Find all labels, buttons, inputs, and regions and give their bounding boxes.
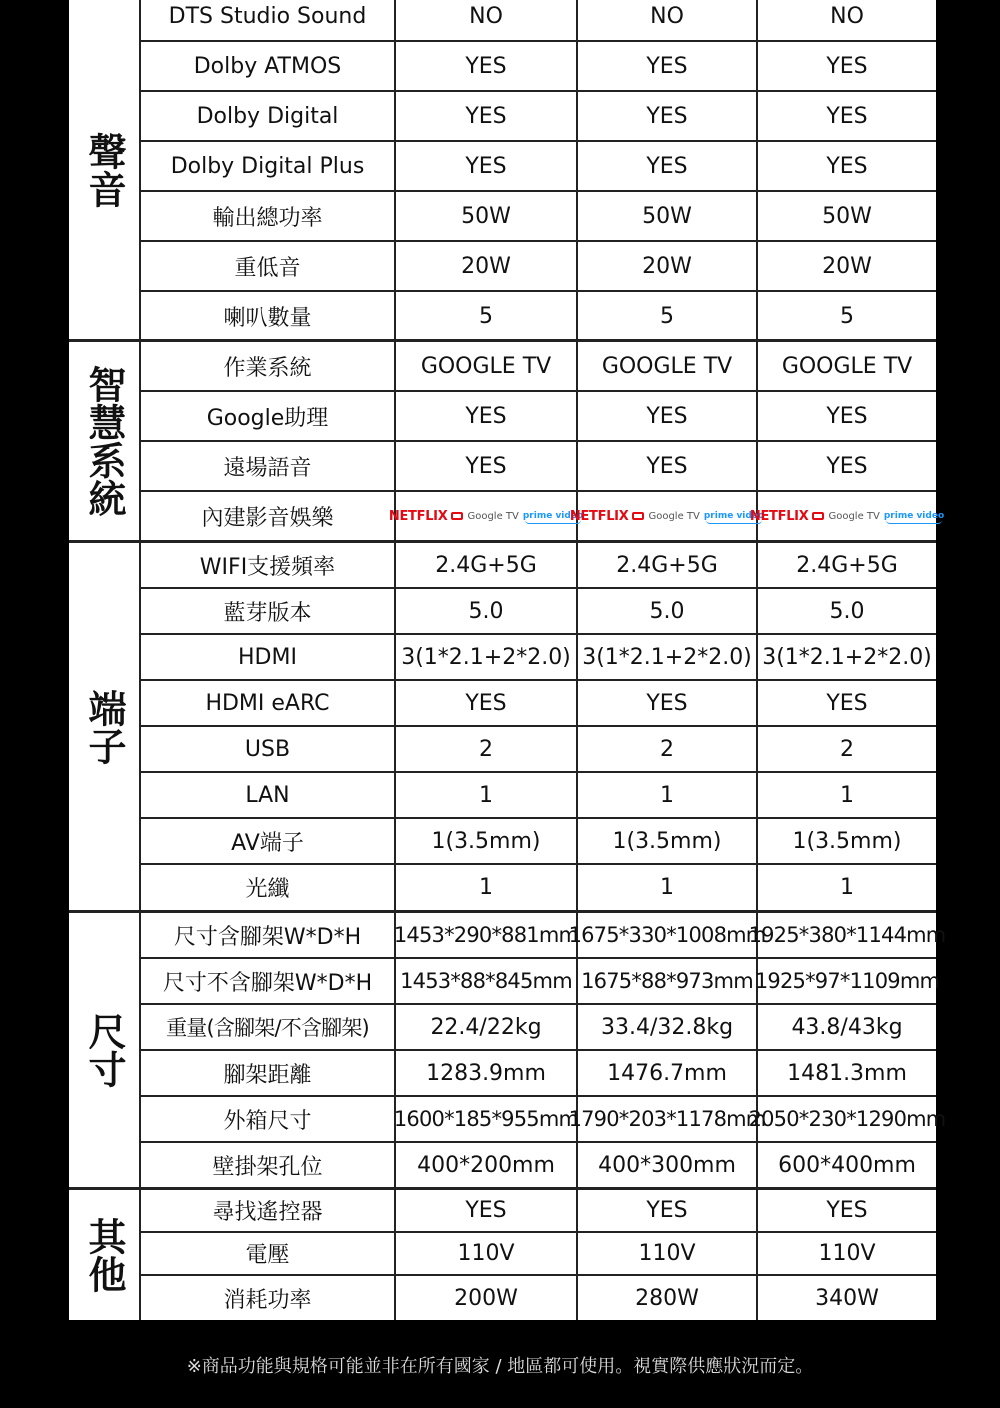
spec-name: 藍芽版本 bbox=[141, 589, 396, 633]
prime-video-logo: prime video bbox=[883, 511, 945, 521]
spec-value: YES bbox=[578, 42, 758, 90]
google-tv-icon bbox=[451, 512, 463, 520]
spec-name: Google助理 bbox=[141, 392, 396, 440]
spec-name: AV端子 bbox=[141, 819, 396, 863]
spec-name: 尋找遙控器 bbox=[141, 1190, 396, 1231]
spec-value: YES bbox=[826, 1198, 868, 1223]
section-other bbox=[69, 1190, 936, 1320]
spec-row bbox=[141, 92, 936, 142]
spec-row bbox=[141, 1005, 936, 1051]
spec-name: 電壓 bbox=[141, 1233, 396, 1274]
spec-name: Dolby ATMOS bbox=[141, 42, 396, 90]
spec-value: GOOGLE TV bbox=[396, 342, 578, 390]
spec-value: 280W bbox=[578, 1276, 758, 1320]
spec-name: 遠場語音 bbox=[141, 442, 396, 490]
spec-value: 1675*330*1008mm bbox=[578, 913, 758, 957]
spec-value: 1 bbox=[578, 865, 758, 910]
spec-value: 2 bbox=[396, 727, 578, 771]
spec-name: USB bbox=[141, 727, 396, 771]
spec-value: 1(3.5mm) bbox=[578, 819, 758, 863]
spec-value: 33.4/32.8kg bbox=[578, 1005, 758, 1049]
spec-value: 1(3.5mm) bbox=[396, 819, 578, 863]
spec-name: 作業系統 bbox=[141, 342, 396, 390]
spec-value: 600*400mm bbox=[778, 1152, 916, 1178]
spec-value: 20W bbox=[822, 253, 872, 279]
spec-row bbox=[141, 292, 936, 340]
spec-value: YES bbox=[578, 92, 758, 140]
spec-row bbox=[141, 1051, 936, 1097]
netflix-logo: NETFLIX bbox=[749, 508, 809, 524]
spec-row bbox=[141, 589, 936, 635]
spec-value: 1 bbox=[840, 875, 854, 900]
spec-value: 1790*203*1178mm bbox=[578, 1097, 758, 1141]
spec-value: 5 bbox=[840, 303, 854, 329]
prime-video-logo: prime video bbox=[703, 511, 765, 521]
spec-row bbox=[141, 543, 936, 589]
spec-value: 3(1*2.1+2*2.0) bbox=[762, 644, 932, 670]
spec-name: 輸出總功率 bbox=[141, 192, 396, 240]
spec-row bbox=[141, 773, 936, 819]
spec-value: NO bbox=[830, 3, 864, 29]
spec-value: YES bbox=[826, 53, 868, 79]
spec-value: 2050*230*1290mm bbox=[748, 1107, 946, 1131]
section-ports bbox=[69, 543, 936, 910]
spec-row bbox=[141, 1097, 946, 1143]
spec-value: YES bbox=[826, 690, 868, 716]
spec-name: DTS Studio Sound bbox=[141, 0, 396, 40]
google-tv-label: Google TV bbox=[828, 510, 880, 522]
spec-row bbox=[141, 1143, 936, 1187]
spec-value: 340W bbox=[815, 1285, 879, 1311]
spec-value: 5.0 bbox=[578, 589, 758, 633]
spec-row bbox=[141, 392, 936, 442]
spec-row bbox=[141, 442, 936, 492]
spec-name: 內建影音娛樂 bbox=[141, 492, 396, 540]
spec-name: 消耗功率 bbox=[141, 1276, 396, 1320]
spec-value: 110V bbox=[818, 1241, 876, 1266]
spec-row bbox=[141, 819, 936, 865]
spec-row bbox=[141, 865, 936, 910]
spec-value: 110V bbox=[578, 1233, 758, 1274]
spec-row bbox=[141, 1190, 936, 1233]
spec-value: YES bbox=[396, 42, 578, 90]
spec-value: 5 bbox=[578, 292, 758, 340]
streaming-logos bbox=[569, 492, 765, 540]
spec-row bbox=[141, 681, 936, 727]
spec-name: 光纖 bbox=[141, 865, 396, 910]
spec-name: 壁掛架孔位 bbox=[141, 1143, 396, 1187]
spec-name: 腳架距離 bbox=[141, 1051, 396, 1095]
spec-row bbox=[141, 42, 936, 92]
spec-name: 重低音 bbox=[141, 242, 396, 290]
spec-value: 2 bbox=[578, 727, 758, 771]
spec-name: 尺寸不含腳架W*D*H bbox=[141, 959, 396, 1003]
spec-value: YES bbox=[578, 1190, 758, 1231]
spec-name: Dolby Digital bbox=[141, 92, 396, 140]
spec-value: 20W bbox=[396, 242, 578, 290]
netflix-logo: NETFLIX bbox=[388, 508, 448, 524]
spec-value: 1925*97*1109mm bbox=[754, 969, 940, 993]
section-label-audio: 聲音 bbox=[69, 0, 141, 340]
spec-value: GOOGLE TV bbox=[781, 353, 913, 379]
spec-row bbox=[141, 242, 936, 292]
spec-value: YES bbox=[826, 153, 868, 179]
spec-name: WIFI支援頻率 bbox=[141, 543, 396, 587]
spec-value: 400*200mm bbox=[396, 1143, 578, 1187]
spec-row bbox=[141, 342, 936, 392]
spec-name: HDMI bbox=[141, 635, 396, 679]
spec-table bbox=[69, 0, 946, 1320]
spec-value: YES bbox=[578, 681, 758, 725]
spec-name: 外箱尺寸 bbox=[141, 1097, 396, 1141]
spec-value: YES bbox=[578, 392, 758, 440]
spec-value: YES bbox=[826, 403, 868, 429]
section-smart bbox=[69, 342, 945, 540]
spec-value: 200W bbox=[396, 1276, 578, 1320]
spec-name: 重量(含腳架/不含腳架) bbox=[141, 1005, 396, 1049]
spec-name: LAN bbox=[141, 773, 396, 817]
spec-value: 1283.9mm bbox=[396, 1051, 578, 1095]
spec-value: 400*300mm bbox=[578, 1143, 758, 1187]
streaming-logos bbox=[749, 492, 945, 540]
spec-row bbox=[141, 1276, 936, 1320]
spec-value: 1925*380*1144mm bbox=[748, 923, 946, 947]
spec-row bbox=[141, 727, 936, 773]
spec-value: 1453*88*845mm bbox=[396, 959, 578, 1003]
spec-name: HDMI eARC bbox=[141, 681, 396, 725]
spec-value: YES bbox=[396, 1190, 578, 1231]
spec-value: 1600*185*955mm bbox=[396, 1097, 578, 1141]
spec-row bbox=[141, 0, 936, 42]
spec-value: 1 bbox=[578, 773, 758, 817]
netflix-logo: NETFLIX bbox=[569, 508, 629, 524]
spec-value: 1 bbox=[396, 865, 578, 910]
spec-value: GOOGLE TV bbox=[578, 342, 758, 390]
section-audio bbox=[69, 0, 936, 340]
prime-video-logo: prime video bbox=[522, 511, 584, 521]
spec-value: 50W bbox=[822, 203, 872, 229]
spec-value: YES bbox=[396, 442, 578, 490]
spec-value: 2.4G+5G bbox=[796, 552, 898, 578]
spec-row bbox=[141, 635, 936, 681]
spec-value: YES bbox=[826, 453, 868, 479]
spec-value: 2.4G+5G bbox=[396, 543, 578, 587]
spec-value: 2 bbox=[840, 736, 854, 762]
spec-row bbox=[141, 1233, 936, 1276]
spec-row bbox=[141, 959, 940, 1005]
spec-value: NO bbox=[396, 0, 578, 40]
spec-value: YES bbox=[578, 442, 758, 490]
spec-name: 尺寸含腳架W*D*H bbox=[141, 913, 396, 957]
google-tv-icon bbox=[812, 512, 824, 520]
spec-value: 43.8/43kg bbox=[791, 1014, 903, 1040]
spec-value: YES bbox=[396, 392, 578, 440]
spec-value: 1(3.5mm) bbox=[792, 828, 902, 854]
spec-value: 1 bbox=[396, 773, 578, 817]
spec-value: 1 bbox=[840, 782, 854, 808]
spec-row bbox=[141, 913, 946, 959]
section-label-smart: 智慧系統 bbox=[69, 342, 141, 540]
spec-value: YES bbox=[396, 142, 578, 190]
spec-value: YES bbox=[396, 681, 578, 725]
spec-value: 3(1*2.1+2*2.0) bbox=[578, 635, 758, 679]
google-tv-icon bbox=[632, 512, 644, 520]
spec-value: 3(1*2.1+2*2.0) bbox=[396, 635, 578, 679]
spec-row bbox=[141, 492, 945, 540]
spec-name: Dolby Digital Plus bbox=[141, 142, 396, 190]
spec-value: 50W bbox=[396, 192, 578, 240]
spec-value: 2.4G+5G bbox=[578, 543, 758, 587]
spec-value: 1476.7mm bbox=[578, 1051, 758, 1095]
spec-value: 1453*290*881mm bbox=[396, 913, 578, 957]
section-label-size: 尺寸 bbox=[69, 913, 141, 1187]
spec-value: YES bbox=[826, 103, 868, 129]
footnote: ※商品功能與規格可能並非在所有國家 / 地區都可使用。視實際供應狀況而定。 bbox=[186, 1356, 814, 1377]
section-label-ports: 端子 bbox=[69, 543, 141, 910]
spec-value: 5 bbox=[396, 292, 578, 340]
section-size bbox=[69, 913, 946, 1187]
spec-value: 110V bbox=[396, 1233, 578, 1274]
spec-value: 1481.3mm bbox=[787, 1060, 907, 1086]
spec-value: NO bbox=[578, 0, 758, 40]
spec-value: YES bbox=[396, 92, 578, 140]
spec-row bbox=[141, 142, 936, 192]
streaming-logos bbox=[388, 492, 584, 540]
spec-value: 20W bbox=[578, 242, 758, 290]
section-label-other: 其他 bbox=[69, 1190, 141, 1320]
spec-value: 1675*88*973mm bbox=[578, 959, 758, 1003]
spec-row bbox=[141, 192, 936, 242]
spec-value: 50W bbox=[578, 192, 758, 240]
spec-value: YES bbox=[578, 142, 758, 190]
spec-value: 5.0 bbox=[396, 589, 578, 633]
google-tv-label: Google TV bbox=[467, 510, 519, 522]
spec-value: 22.4/22kg bbox=[396, 1005, 578, 1049]
google-tv-label: Google TV bbox=[648, 510, 700, 522]
spec-value: 5.0 bbox=[829, 598, 865, 624]
spec-name: 喇叭數量 bbox=[141, 292, 396, 340]
